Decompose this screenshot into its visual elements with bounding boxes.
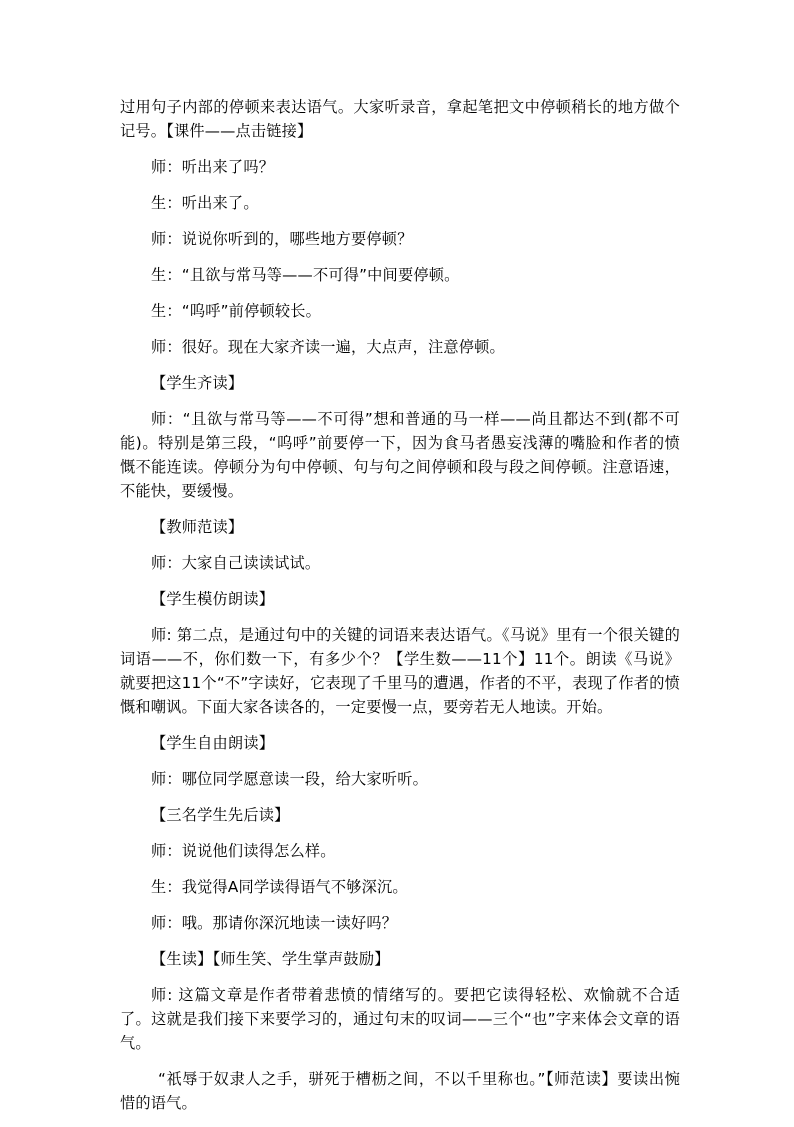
stage-direction: 【三名学生先后读】 xyxy=(151,806,290,824)
dialogue-teacher: 师：说说他们读得怎么样。 xyxy=(151,842,336,860)
dialogue-student: 生：“且欲与常马等——不可得”中间要停顿。 xyxy=(151,266,460,284)
dialogue-teacher: 师: 这篇文章是作者带着悲愤的情绪写的。要把它读得轻松、欢愉就不合适了。这就是我们接下来要学习的，通过句末的叹词——三个“也”字来体会文章的语气。 xyxy=(120,986,680,1052)
dialogue-teacher: 师：听出来了吗？ xyxy=(151,158,275,176)
stage-direction: 【学生模仿朗读】 xyxy=(151,590,275,608)
dialogue-student: 生：听出来了。 xyxy=(151,194,259,212)
dialogue-teacher: 师：很好。现在大家齐读一遍，大点声，注意停顿。 xyxy=(151,338,505,356)
dialogue-student: 生：“呜呼”前停顿较长。 xyxy=(151,302,322,320)
stage-direction: 【学生齐读】 xyxy=(151,374,244,392)
dialogue-teacher: 师：说说你听到的，哪些地方要停顿？ xyxy=(151,230,413,248)
dialogue-teacher: 师：“且欲与常马等——不可得”想和普通的马一样——尚且都达不到(都不可能)。特别是第三段，“呜呼”前要停一下，因为食马者愚妄浅薄的嘴脸和作者的愤慨不能连读。停顿分为句中停顿、句与句之间停顿和段与段之间停顿。注意语速，不能快，要缓慢。 xyxy=(120,410,680,500)
dialogue-teacher: 师：大家自己读读试试。 xyxy=(151,554,321,572)
quoted-passage: “祇辱于奴隶人之手，骈死于槽枥之间，不以千里称也。”【师范读】要读出惋惜的语气。 xyxy=(120,1070,680,1112)
document-body xyxy=(120,95,680,1127)
stage-direction: 【教师范读】 xyxy=(151,518,244,536)
dialogue-teacher: 师：哦。那请你深沉地读一读好吗？ xyxy=(151,914,398,932)
stage-direction: 【生读】【师生笑、学生掌声鼓励】 xyxy=(151,950,390,968)
dialogue-teacher: 师: 第二点，是通过句中的关键的词语来表达语气。《马说》里有一个很关键的词语——不，你们数一下，有多少个？【学生数——11个】11个。朗读《马说》就要把这11个“不”字读好，它表现了千里马的遭遇，作者的不平，表现了作者的愤慨和嘲讽。下面大家各读各的，一定要慢一点，要旁若无人地读。开始。 xyxy=(120,626,680,716)
dialogue-student: 生：我觉得A同学读得语气不够深沉。 xyxy=(151,878,408,896)
dialogue-teacher: 师：哪位同学愿意读一段，给大家听听。 xyxy=(151,770,428,788)
paragraph-continuation: 过用句子内部的停顿来表达语气。大家听录音，拿起笔把文中停顿稍长的地方做个记号。【课件——点击链接】 xyxy=(120,98,680,140)
stage-direction: 【学生自由朗读】 xyxy=(151,734,275,752)
